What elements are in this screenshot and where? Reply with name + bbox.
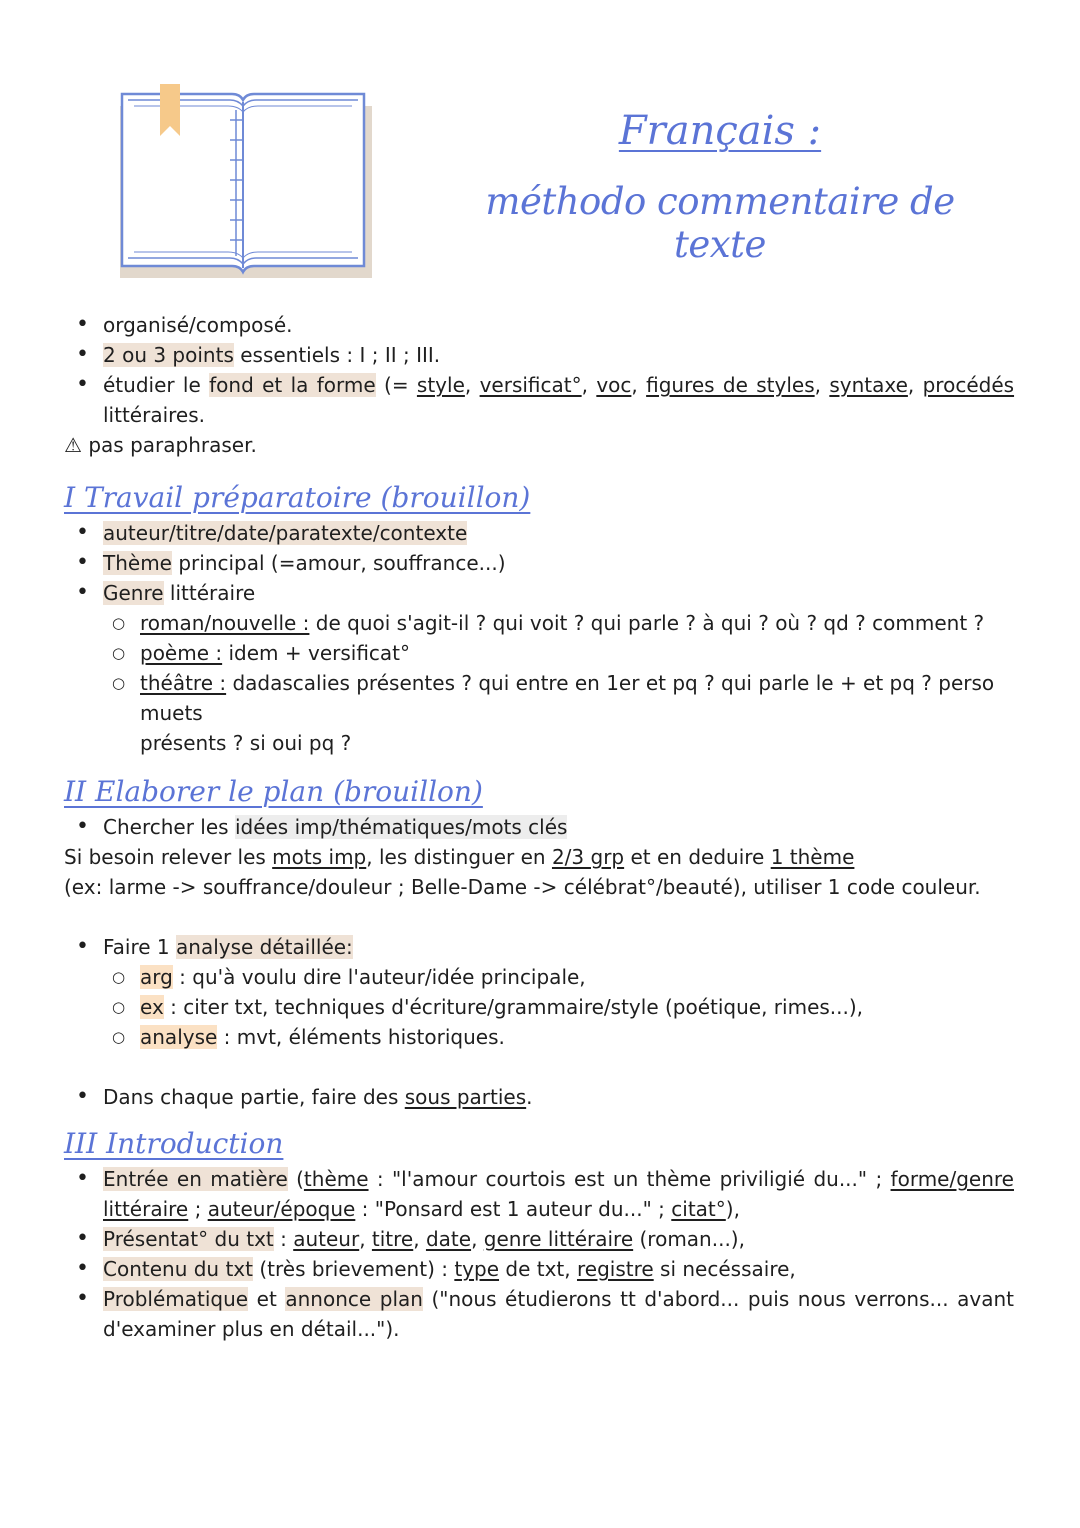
s1-item-theme: • Thème principal (=amour, souffrance...) bbox=[64, 548, 1014, 578]
genre-theatre: ○ théâtre : dadascalies présentes ? qui entre en 1er et pq ? qui parle le + et pq ? perso muets présents ? si oui pq ? bbox=[64, 668, 1014, 758]
s3-item-presentation: • Présentat° du txt : auteur, titre, date, genre littéraire (roman...), bbox=[64, 1224, 1014, 1254]
s2-paragraph-2: (ex: larme -> souffrance/douleur ; Belle-Dame -> célébrat°/beauté), utiliser 1 code couleur. bbox=[64, 875, 981, 899]
content bbox=[64, 310, 1014, 1344]
section-2-title: II Elaborer le plan (brouillon) bbox=[64, 775, 483, 808]
section-2-list-c bbox=[64, 1082, 1014, 1112]
s2-paragraph-1: Si besoin relever les mots imp, les distinguer en 2/3 grp et en deduire 1 thème bbox=[64, 845, 855, 869]
book-icon bbox=[108, 80, 378, 285]
section-2-list-a bbox=[64, 812, 1014, 842]
section-2-list-b bbox=[64, 932, 1014, 1052]
intro-list bbox=[64, 310, 1014, 430]
s1-item-genre: • Genre littéraire ○ roman/nouvelle : de quoi s'agit-il ? qui voit ? qui parle ? à qui ? où ? qd ? comment ? ○ poème : idem + versificat° ○ théâtre : dadascalies présentes ? qui entre en 1er et pq ? qui parle le + et pq ? perso muets présents ? si oui pq ? bbox=[64, 578, 1014, 758]
section-3-list bbox=[64, 1164, 1014, 1344]
s3-item-contenu: • Contenu du txt (très brievement) : type de txt, registre si necéssaire, bbox=[64, 1254, 1014, 1284]
genre-poeme: ○ poème : idem + versificat° bbox=[64, 638, 1014, 668]
s3-item-problematique: • Problématique et annonce plan ("nous étudierons tt d'abord... puis nous verrons... avant d'examiner plus en détail..."). bbox=[64, 1284, 1014, 1344]
warning-icon: ⚠ bbox=[64, 433, 82, 457]
intro-item-fond-forme: • étudier le fond et la forme (= style, versificat°, voc, figures de styles, syntaxe, procédés littéraires. bbox=[64, 370, 1014, 430]
page-title bbox=[440, 108, 1000, 266]
analyse-analyse: ○ analyse : mvt, éléments historiques. bbox=[64, 1022, 1014, 1052]
s2-item-analyse: • Faire 1 analyse détaillée: ○ arg : qu'à voulu dire l'auteur/idée principale, ○ ex : citer txt, techniques d'écriture/grammaire/style (poétique, rimes...), ○ analyse : mvt, éléments historiques. bbox=[64, 932, 1014, 1052]
analyse-ex: ○ ex : citer txt, techniques d'écriture/grammaire/style (poétique, rimes...), bbox=[64, 992, 1014, 1022]
s1-item-auteur: • auteur/titre/date/paratexte/contexte bbox=[64, 518, 1014, 548]
intro-item-points: • 2 ou 3 points essentiels : I ; II ; III. bbox=[64, 340, 1014, 370]
section-1-list bbox=[64, 518, 1014, 758]
genre-sublist bbox=[64, 608, 1014, 758]
s2-item-chercher: • Chercher les idées imp/thématiques/mots clés bbox=[64, 812, 1014, 842]
warning-line: ⚠ pas paraphraser. bbox=[64, 430, 1014, 460]
section-1-title: I Travail préparatoire (brouillon) bbox=[64, 481, 531, 514]
s3-item-entree: • Entrée en matière (thème : "l'amour courtois est un thème priviligié du..." ; forme/genre littéraire ; auteur/époque : "Ponsard est 1 auteur du..." ; citat°), bbox=[64, 1164, 1014, 1224]
analyse-arg: ○ arg : qu'à voulu dire l'auteur/idée principale, bbox=[64, 962, 1014, 992]
section-3-title: III Introduction bbox=[64, 1127, 284, 1160]
analyse-sublist bbox=[64, 962, 1014, 1052]
title-line-2: méthodo commentaire de texte bbox=[485, 180, 955, 266]
title-line-1: Français : bbox=[618, 108, 822, 154]
s2-item-sous-parties: • Dans chaque partie, faire des sous parties. bbox=[64, 1082, 1014, 1112]
genre-roman: ○ roman/nouvelle : de quoi s'agit-il ? qui voit ? qui parle ? à qui ? où ? qd ? comment ? bbox=[64, 608, 1014, 638]
intro-item-organise: • organisé/composé. bbox=[64, 310, 1014, 340]
